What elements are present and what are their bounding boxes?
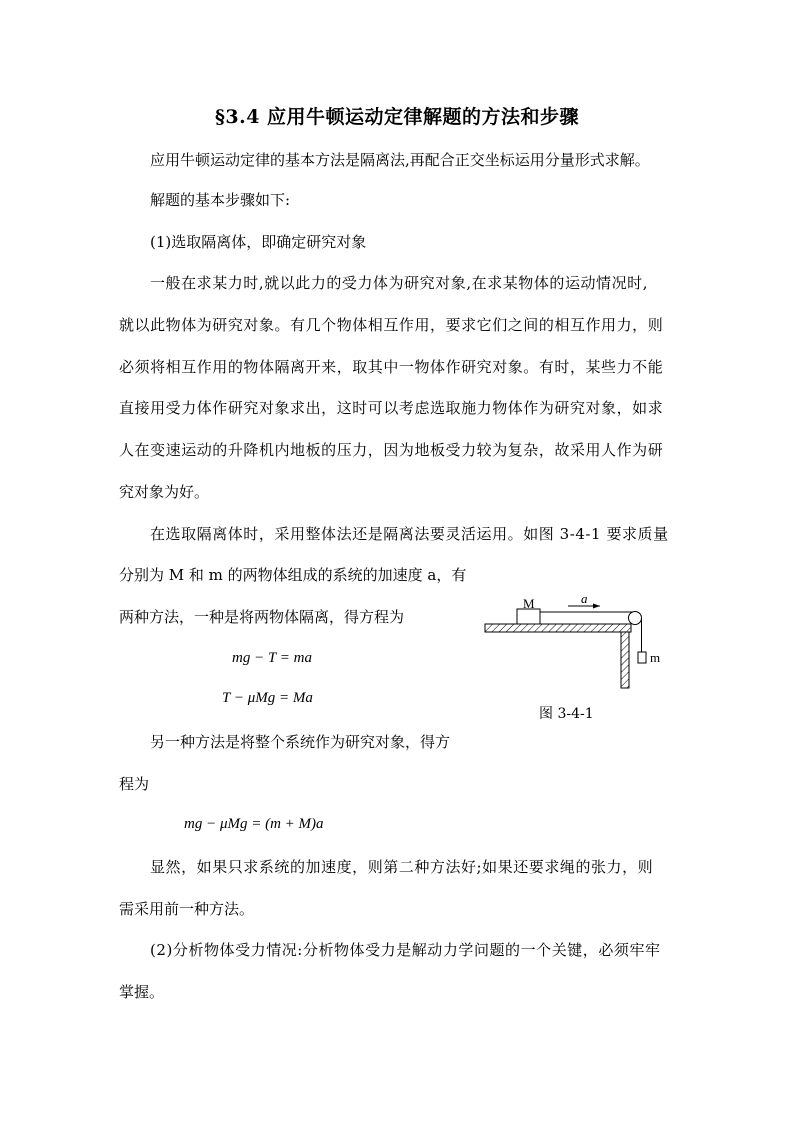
equation-3: mg − μMg = (m + M)a	[184, 816, 324, 832]
paragraph-method: 应用牛顿运动定律的基本方法是隔离法,再配合正交坐标运用分量形式求解。	[150, 151, 650, 169]
step1-heading: (1)选取隔离体，即确定研究对象	[150, 233, 367, 251]
block-M	[517, 609, 540, 624]
paragraph-line: 直接用受力体作研究对象求出，这时可以考虑选取施力物体作为研究对象，如求	[119, 399, 664, 417]
figure-3-4-1	[480, 594, 680, 694]
table-surface	[485, 624, 631, 632]
equation-2: T − μMg = Ma	[222, 690, 313, 706]
block-m	[638, 652, 646, 663]
label-m: m	[650, 650, 661, 665]
paragraph-line: 就以此物体为研究对象。有几个物体相互作用，要求它们之间的相互作用力，则	[119, 316, 664, 334]
paragraph-line: 究对象为好。	[119, 483, 210, 501]
table-leg	[621, 632, 629, 688]
paragraph-line: 掌握。	[119, 983, 165, 1001]
page-title: §3.4 应用牛顿运动定律解题的方法和步骤	[214, 106, 580, 128]
figure-caption: 图 3-4-1	[539, 706, 594, 722]
paragraph-steps-intro: 解题的基本步骤如下:	[150, 191, 291, 209]
paragraph-line: 程为	[119, 775, 150, 793]
paragraph-line: 一般在求某力时,就以此力的受力体为研究对象,在求某物体的运动情况时,	[150, 274, 649, 292]
paragraph-line: 两种方法，一种是将两物体隔离，得方程为	[119, 608, 405, 626]
paragraph-line: 必须将相互作用的物体隔离开来，取其中一物体作研究对象。有时，某些力不能	[119, 358, 664, 376]
paragraph-line: (2)分析物体受力情况:分析物体受力是解动力学问题的一个关键，必须牢牢	[150, 941, 661, 959]
label-a: a	[581, 594, 588, 606]
paragraph-line: 另一种方法是将整个系统作为研究对象，得方	[150, 733, 451, 751]
pulley	[629, 612, 642, 625]
paragraph-line: 显然，如果只求系统的加速度，则第二种方法好;如果还要求绳的张力，则	[150, 858, 654, 876]
label-M: M	[523, 596, 535, 611]
paragraph-line: 需采用前一种方法。	[119, 900, 255, 918]
paragraph-line: 在选取隔离体时，采用整体法还是隔离法要灵活运用。如图 3-4-1 要求质量	[150, 525, 669, 543]
paragraph-line: 人在变速运动的升降机内地板的压力，因为地板受力较为复杂，故采用人作为研	[119, 441, 664, 459]
equation-1: mg − T = ma	[232, 650, 312, 666]
paragraph-line: 分别为 M 和 m 的两物体组成的系统的加速度 a，有	[119, 566, 467, 584]
arrow-head-icon	[593, 604, 600, 609]
